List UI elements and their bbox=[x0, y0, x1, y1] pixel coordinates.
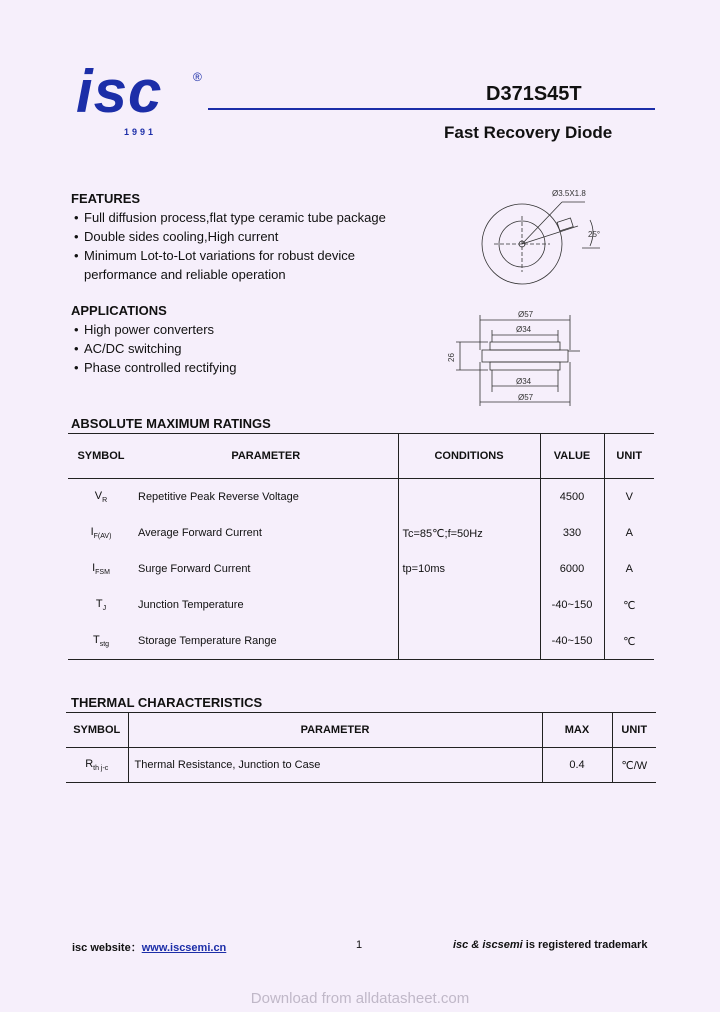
parameter-cell: Junction Temperature bbox=[138, 599, 244, 611]
col-header-symbol: SYMBOL bbox=[68, 434, 134, 479]
conditions-cell: tp=10ms bbox=[398, 551, 540, 587]
col-header-parameter: PARAMETER bbox=[128, 713, 542, 748]
outer-diameter-label-bottom: Ø57 bbox=[518, 393, 534, 402]
unit-cell: V bbox=[604, 479, 654, 516]
website-label: isc website： bbox=[72, 942, 142, 954]
list-item-continuation: performance and reliable operation bbox=[84, 267, 286, 282]
value-cell: 330 bbox=[540, 515, 604, 551]
product-subtitle: Fast Recovery Diode bbox=[444, 123, 613, 142]
value-cell: 4500 bbox=[540, 479, 604, 516]
ratings-title: ABSOLUTE MAXIMUM RATINGS bbox=[71, 416, 271, 431]
symbol-cell: $R_{th j-c}$ bbox=[66, 748, 128, 783]
registered-mark: ® bbox=[193, 70, 202, 84]
height-label: 26 bbox=[447, 353, 456, 362]
part-number: D371S45T bbox=[486, 83, 582, 105]
symbol-cell: $I_{F(AV)}$ bbox=[90, 525, 112, 541]
page-number: 1 bbox=[356, 939, 363, 951]
watermark: Download from alldatasheet.com bbox=[250, 990, 470, 1007]
trademark-text: is registered trademark bbox=[522, 939, 648, 951]
table-row bbox=[68, 479, 654, 516]
conditions-cell bbox=[398, 623, 540, 660]
col-header-parameter: PARAMETER bbox=[134, 434, 398, 479]
applications-list bbox=[72, 320, 236, 377]
symbol-cell: $I_{FSM}$ bbox=[92, 561, 110, 577]
parameter-cell: Repetitive Peak Reverse Voltage bbox=[138, 491, 299, 503]
col-header-conditions: CONDITIONS bbox=[398, 434, 540, 479]
features-list bbox=[72, 208, 386, 284]
list-item: • Full diffusion process,flat type ceramic tube package bbox=[72, 208, 386, 227]
table-row bbox=[66, 748, 656, 783]
parameter-cell: Average Forward Current bbox=[138, 527, 262, 539]
angle-label: 25° bbox=[588, 230, 601, 239]
list-item: • Double sides cooling,High current bbox=[72, 227, 386, 246]
footer-trademark bbox=[453, 939, 647, 951]
thermal-table bbox=[66, 712, 656, 783]
header-divider bbox=[208, 108, 655, 110]
max-cell: 0.4 bbox=[542, 748, 612, 783]
symbol-cell: $V_R$ bbox=[94, 489, 108, 505]
outer-diameter-label-top: Ø57 bbox=[518, 310, 534, 319]
website-link[interactable]: www.iscsemi.cn bbox=[141, 942, 227, 954]
col-header-symbol: SYMBOL bbox=[66, 713, 128, 748]
package-outline-drawing bbox=[440, 180, 630, 412]
symbol-cell: $T_{stg}$ bbox=[68, 623, 134, 660]
value-cell: -40~150 bbox=[540, 587, 604, 623]
logo-year: 1991 bbox=[124, 127, 157, 137]
parameter-cell: Thermal Resistance, Junction to Case bbox=[128, 748, 542, 783]
col-header-max: MAX bbox=[542, 713, 612, 748]
table-row bbox=[68, 551, 654, 587]
value-cell: -40~150 bbox=[540, 623, 604, 660]
conditions-cell bbox=[398, 587, 540, 623]
inner-diameter-label-top: Ø34 bbox=[516, 325, 532, 334]
unit-cell: ℃ bbox=[604, 623, 654, 660]
value-cell: 6000 bbox=[540, 551, 604, 587]
unit-cell: A bbox=[604, 551, 654, 587]
features-title: FEATURES bbox=[71, 191, 141, 206]
list-item: • High power converters bbox=[72, 320, 236, 339]
parameter-cell: Surge Forward Current bbox=[138, 563, 251, 575]
col-header-value: VALUE bbox=[540, 434, 604, 479]
table-header-row bbox=[66, 713, 656, 748]
isc-logo: isc bbox=[76, 58, 163, 125]
col-header-unit: UNIT bbox=[604, 434, 654, 479]
col-header-unit: UNIT bbox=[612, 713, 656, 748]
inner-diameter-label-bottom: Ø34 bbox=[516, 377, 532, 386]
applications-title: APPLICATIONS bbox=[71, 303, 167, 318]
table-row bbox=[68, 623, 654, 660]
thermal-title: THERMAL CHARACTERISTICS bbox=[71, 695, 263, 710]
symbol-cell: $T_J$ bbox=[95, 597, 107, 613]
list-item: • Phase controlled rectifying bbox=[72, 358, 236, 377]
footer-website bbox=[72, 939, 226, 955]
list-item: • Minimum Lot-to-Lot variations for robust device bbox=[72, 246, 386, 265]
conditions-cell: Tc=85℃;f=50Hz bbox=[398, 515, 540, 551]
parameter-cell: Storage Temperature Range bbox=[134, 623, 398, 660]
table-header-row bbox=[68, 434, 654, 479]
table-row bbox=[68, 587, 654, 623]
unit-cell: ℃/W bbox=[612, 748, 656, 783]
ratings-table bbox=[68, 433, 654, 660]
trademark-brand: isc & iscsemi bbox=[453, 939, 523, 951]
conditions-cell bbox=[398, 479, 540, 516]
list-item: • AC/DC switching bbox=[72, 339, 236, 358]
unit-cell: ℃ bbox=[604, 587, 654, 623]
table-row bbox=[68, 515, 654, 551]
unit-cell: A bbox=[604, 515, 654, 551]
hole-dimension-label: Ø3.5X1.8 bbox=[552, 189, 586, 198]
